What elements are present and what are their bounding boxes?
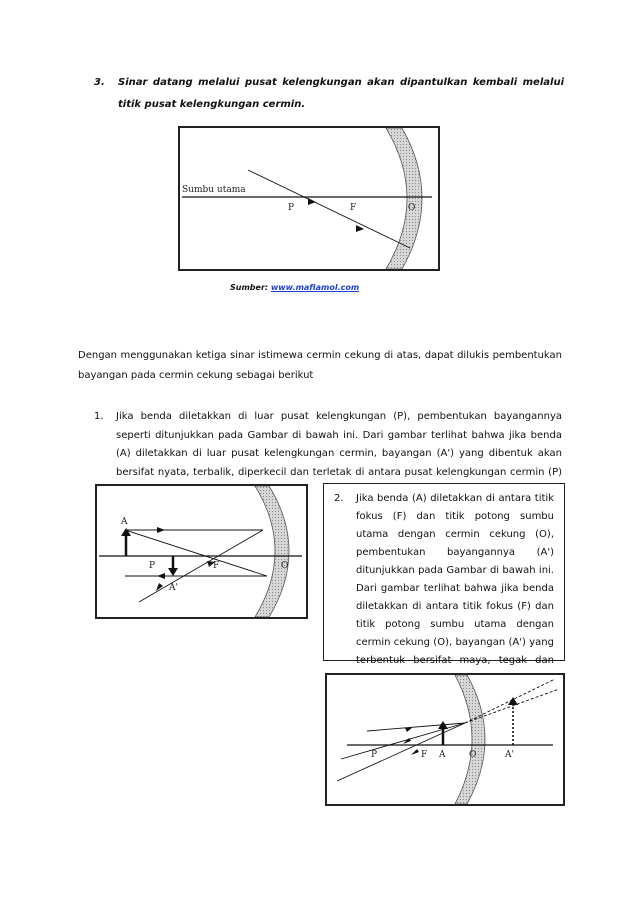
label-f: F: [213, 561, 220, 571]
ray-arrow-1: [157, 527, 165, 533]
label-f: F: [350, 203, 357, 213]
figure-3: [325, 673, 565, 806]
figure-1-diagram: [180, 128, 438, 269]
concave-mirror: [255, 486, 289, 617]
label-p: P: [288, 203, 295, 213]
object-arrowhead: [121, 528, 131, 536]
incident-ray: [248, 170, 410, 248]
item-2-number: 2.: [334, 493, 344, 504]
ray-arrow-2: [157, 573, 165, 579]
ray-arrow-1: [308, 198, 316, 205]
figure-2: [95, 484, 308, 619]
concave-mirror: [386, 128, 422, 269]
item-1-text: Jika benda diletakkan di luar pusat kelengkungan (P), pembentukan bayangannya seperti ditunjukkan pada Gambar di bawah ini. Dari gambar terlihat bahwa jika benda (A) diletakkan di luar pusat kelengkungan cermin, bayangan (A') yang dibentuk akan bersifat nyata, terbalik, diperkecil dan terletak di antara pusat kelengkungan cermin (P): [116, 411, 562, 478]
label-o: O: [281, 561, 289, 571]
figure-2-diagram: [97, 486, 306, 617]
figure-3-diagram: [327, 675, 563, 804]
label-a-prime: A': [505, 750, 514, 760]
label-a-prime: A': [169, 583, 178, 593]
item-1-number: 1.: [94, 411, 104, 422]
source-prefix: Sumber:: [230, 283, 271, 292]
ray-arrow-2: [356, 225, 364, 232]
source-link[interactable]: www.mafiamol.com: [270, 283, 360, 292]
item-2-box: [323, 483, 565, 666]
label-o: O: [408, 203, 416, 213]
label-a: A: [121, 517, 128, 527]
item-3: [94, 72, 564, 116]
label-p: P: [371, 750, 378, 760]
figure-1: [178, 126, 440, 271]
label-p: P: [149, 561, 156, 571]
label-o: O: [469, 750, 477, 760]
ray-arrow-3: [411, 749, 419, 755]
item-2-text: Jika benda (A) diletakkan di antara titik fokus (F) dan titik potong sumbu utama dengan cermin cekung (O), pembentukan bayangannya (A') ditunjukkan pada Gambar di bawah ini. Dari gambar terlihat bahwa jika benda diletakkan di antara titik fokus (F) dan titik potong sumbu utama dengan cermin cekung (O), bayangan (A') yang terbentuk bersifat maya, tegak dan: [356, 493, 554, 666]
item-3-text: Sinar datang melalui pusat kelengkungan akan dipantulkan kembali melalui titik pusat kelengkungan cermin.: [118, 77, 564, 110]
item-3-number: 3.: [94, 77, 105, 88]
source-caption: [230, 283, 430, 292]
image-arrowhead: [168, 568, 178, 576]
label-f: F: [421, 750, 428, 760]
concave-mirror: [455, 675, 485, 804]
axis-label: Sumbu utama: [182, 185, 246, 195]
intro-paragraph: Dengan menggunakan ketiga sinar istimewa cermin cekung di atas, dapat dilukis pembentukan bayangan pada cermin cekung sebagai berikut: [78, 350, 562, 381]
label-a: A: [439, 750, 446, 760]
ray-reflected-1: [337, 723, 465, 781]
